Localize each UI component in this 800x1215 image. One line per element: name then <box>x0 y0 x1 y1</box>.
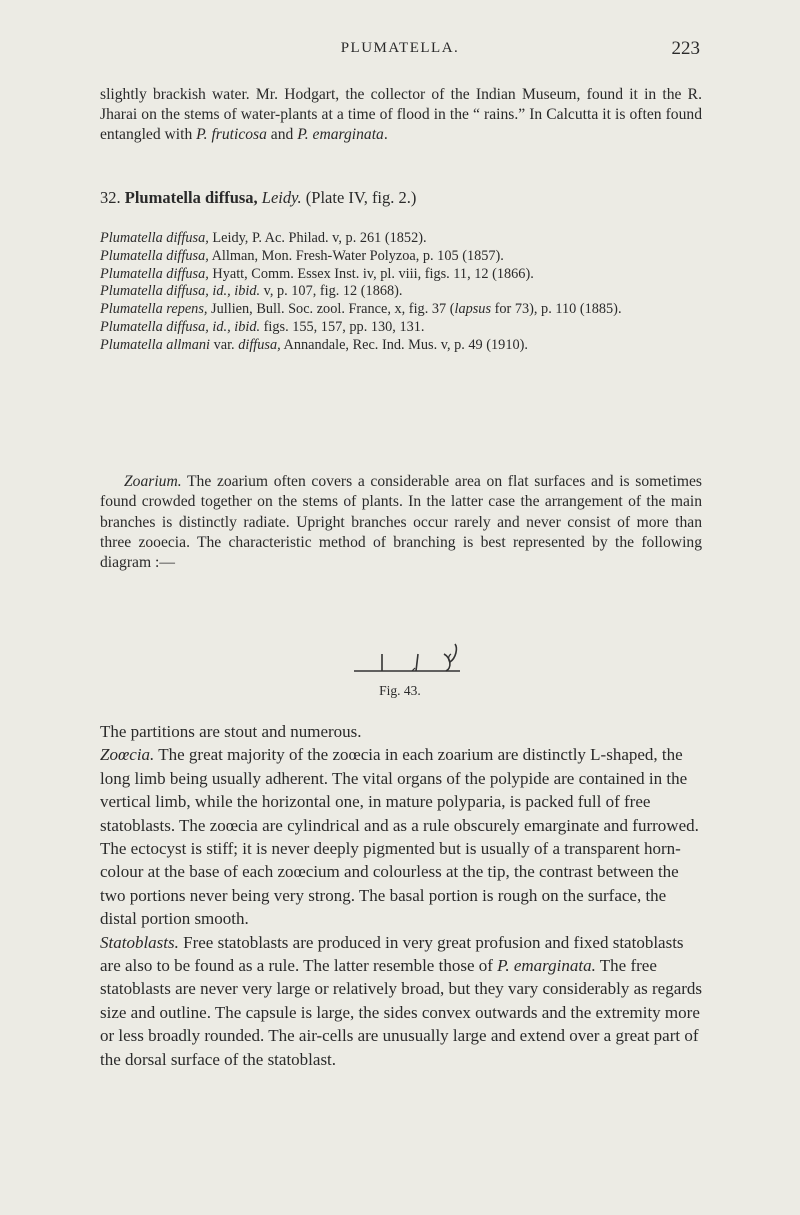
synonymy-entry <box>100 283 702 301</box>
synonymy-list <box>100 230 702 355</box>
intro-text: slightly brackish water. Mr. Hodgart, the collector of the Indian Museum, found it in the R. Jharai on the stems of water-plants at a time of flood in the “ rains.” In Calcutta it is often found entangled with <box>100 86 702 143</box>
statoblasts-paragraph <box>100 931 702 1071</box>
branching-diagram <box>352 626 464 678</box>
section-label: Zoarium. <box>124 473 182 490</box>
synonym-name: Plumatella diffusa, <box>100 230 209 246</box>
synonymy-entry <box>100 230 702 248</box>
synonymy-entry <box>100 266 702 284</box>
species-name: P. emarginata <box>297 125 384 143</box>
zooecia-paragraph <box>100 743 702 930</box>
synonym-name: Plumatella repens, <box>100 301 208 318</box>
zooecia-text: The great majority of the zoœcia in each zoarium are distinctly L-shaped, the long limb being usually adherent. The vital organs of the polypide are contained in the vertical limb, while the horizontal one, in mature polyparia, is packed full of free statoblasts. The zoœcia are cylindrical and as a rule obscurely emarginate and furrowed. The ectocyst is stiff; it is never deeply pigmented but is usually of a transparent horn-colour at the base of each zoœcium and colourless at the tip, the contrast between the two portions never being very strong. The basal portion is rough on the surface, the distal portion smooth. <box>100 745 699 929</box>
synonym-reference: for 73), p. 110 (1885). <box>491 301 622 318</box>
species-title: Plumatella diffusa, <box>124 188 258 207</box>
partitions-paragraph: The partitions are stout and numerous. <box>100 722 362 741</box>
synonymy-entry <box>100 248 702 266</box>
species-number: 32. <box>100 188 121 207</box>
diagram-stroke <box>416 654 418 671</box>
zoarium-paragraph <box>100 472 702 573</box>
synonym-reference: Annandale, Rec. Ind. Mus. v, p. 49 (1910). <box>280 336 528 353</box>
page-header <box>100 40 700 64</box>
statoblasts-text: Free statoblasts are produced in very great profusion and fixed statoblasts are also to be found as a rule. The latter resemble those of <box>100 932 684 976</box>
intro-paragraph <box>100 85 702 144</box>
diagram-stroke <box>450 644 456 662</box>
synonymy-entry <box>100 301 702 319</box>
species-name: P. emarginata. <box>497 956 596 976</box>
synonymy-entry <box>100 337 702 355</box>
synonym-name: Plumatella allmani <box>100 336 210 353</box>
synonym-reference: v, p. 107, fig. 12 (1868). <box>260 283 403 300</box>
zoarium-text: The zoarium often covers a considerable area on flat surfaces and is sometimes found crowded together on the stems of plants. In the latter case the arrangement of the main branches is distinctly radiate. Upright branches occur rarely and never consist of more than three zooecia. The characteristic method of branching is best represented by the following diagram :— <box>100 473 702 572</box>
synonym-name: Plumatella diffusa, id., ibid. <box>100 318 261 335</box>
statoblasts-text-continued: The free statoblasts are never very large or relatively broad, but they vary considerably as regards size and outline. The capsule is large, the sides convex outwards and the extremity more or less broadly rounded. The air-cells are unusually large and extend over a great part of the dorsal surface of the statoblast. <box>100 956 703 1069</box>
synonym-reference: Leidy, P. Ac. Philad. v, p. 261 (1852). <box>208 230 427 246</box>
species-heading <box>100 188 702 208</box>
synonym-reference: var. <box>210 336 239 353</box>
species-author: Leidy. <box>261 188 302 207</box>
intro-end: . <box>383 125 388 143</box>
synonym-reference: Allman, Mon. Fresh-Water Polyzoa, p. 105 (1857). <box>208 247 504 264</box>
synonym-reference: Jullien, Bull. Soc. zool. France, x, fig. 37 ( <box>207 301 455 318</box>
section-label: Statoblasts. <box>100 932 179 952</box>
intro-and: and <box>266 125 298 143</box>
synonym-name: Plumatella diffusa, id., ibid. <box>100 283 261 300</box>
synonymy-entry <box>100 319 702 337</box>
plate-reference: (Plate IV, fig. 2.) <box>305 188 417 207</box>
synonym-note: lapsus <box>454 301 492 318</box>
synonym-name: Plumatella diffusa, <box>100 247 209 264</box>
synonym-reference: figs. 155, 157, pp. 130, 131. <box>260 318 425 335</box>
synonym-variety: diffusa, <box>238 336 281 353</box>
running-title: PLUMATELLA. <box>340 40 460 56</box>
synonym-reference: Hyatt, Comm. Essex Inst. iv, pl. viii, figs. 11, 12 (1866). <box>208 265 534 282</box>
description-body <box>100 720 702 1071</box>
species-name: P. fruticosa <box>196 125 267 143</box>
page-number: 223 <box>671 38 700 59</box>
figure-caption: Fig. 43. <box>379 683 421 698</box>
section-label: Zoœcia. <box>100 745 155 765</box>
synonym-name: Plumatella diffusa, <box>100 265 209 282</box>
